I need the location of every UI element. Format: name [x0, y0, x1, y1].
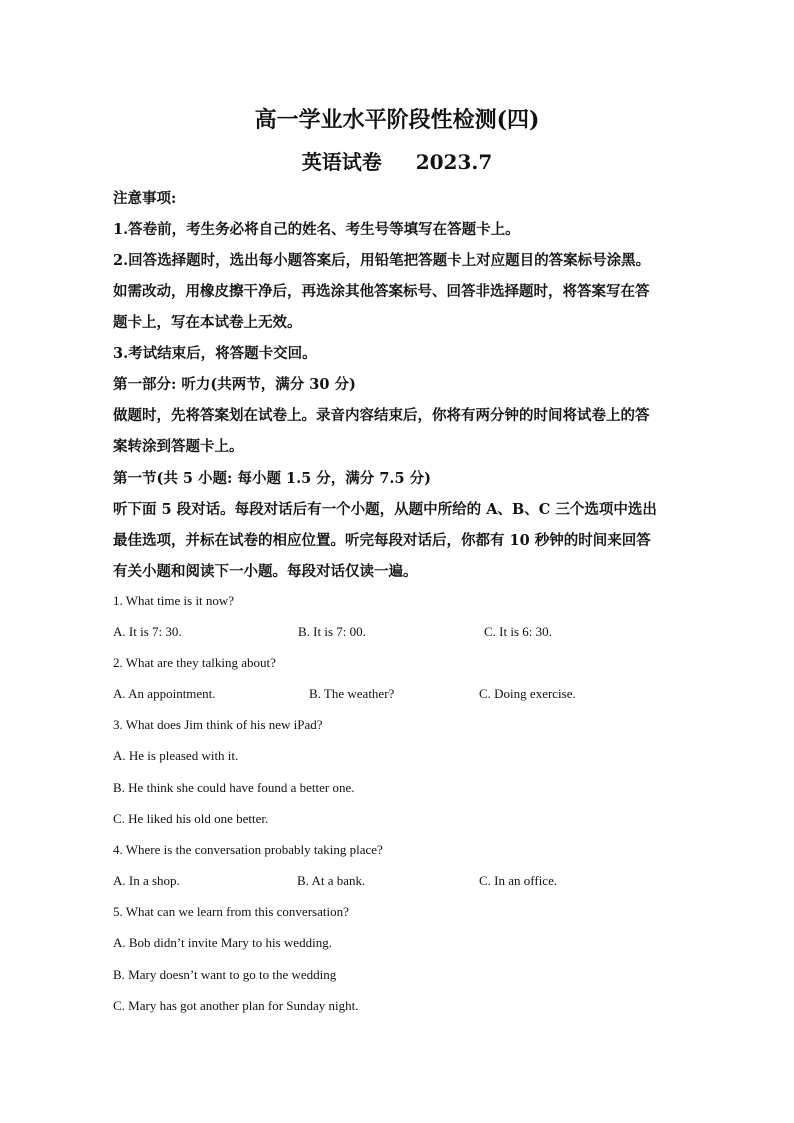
section1-heading: 第一节(共 5 小题: 每小题 1.5 分，满分 7.5 分)	[113, 470, 431, 487]
exam-subtitle	[0, 146, 794, 175]
notice-line: 2.回答选择题时，选出每小题答案后，用铅笔把答题卡上对应题目的答案标号涂黑。	[113, 252, 651, 269]
option-a: A. In a shop.	[113, 873, 180, 888]
notice-line: 如需改动，用橡皮擦干净后，再选涂其他答案标号、回答非选择题时，将答案写在答	[113, 283, 650, 300]
question-text: 1. What time is it now?	[113, 593, 235, 608]
option-c: C. It is 6: 30.	[484, 624, 552, 639]
option-a: A. He is pleased with it.	[113, 748, 239, 763]
option-c: C. In an office.	[479, 873, 558, 888]
option-c: C. Mary has got another plan for Sunday night.	[113, 998, 359, 1013]
option-a: A. It is 7: 30.	[113, 624, 182, 639]
question-text: 3. What does Jim think of his new iPad?	[113, 717, 323, 732]
part1-heading: 第一部分: 听力(共两节，满分 30 分)	[113, 376, 356, 393]
option-c: C. He liked his old one better.	[113, 811, 269, 826]
option-b: B. At a bank.	[297, 873, 366, 888]
notice-line: 3.考试结束后，将答题卡交回。	[113, 345, 317, 362]
option-b: B. Mary doesn’t want to go to the wedding	[113, 967, 337, 982]
question-text: 2. What are they talking about?	[113, 655, 276, 670]
option-b: B. The weather?	[309, 686, 395, 701]
option-b: B. He think she could have found a better one.	[113, 780, 355, 795]
notice-heading: 注意事项:	[113, 190, 177, 207]
section1-line: 听下面 5 段对话。每段对话后有一个小题，从题中所给的 A、B、C 三个选项中选出	[113, 501, 657, 518]
option-b: B. It is 7: 00.	[298, 624, 366, 639]
question-text: 4. Where is the conversation probably taking place?	[113, 842, 383, 857]
option-a: A. Bob didn’t invite Mary to his wedding.	[113, 935, 332, 950]
option-a: A. An appointment.	[113, 686, 216, 701]
section1-line: 最佳选项，并标在试卷的相应位置。听完每段对话后，你都有 10 秒钟的时间来回答	[113, 532, 651, 549]
option-c: C. Doing exercise.	[479, 686, 576, 701]
notice-line: 题卡上，写在本试卷上无效。	[113, 314, 302, 331]
exam-title: 高一学业水平阶段性检测(四)	[254, 107, 540, 133]
notice-line: 1.答卷前，考生务必将自己的姓名、考生号等填写在答题卡上。	[113, 221, 520, 238]
part1-line: 做题时，先将答案划在试卷上。录音内容结束后，你将有两分钟的时间将试卷上的答	[113, 407, 650, 424]
part1-line: 案转涂到答题卡上。	[113, 438, 244, 455]
section1-line: 有关小题和阅读下一小题。每段对话仅读一遍。	[113, 563, 418, 580]
question-text: 5. What can we learn from this conversation?	[113, 904, 349, 919]
exam-date: 2023.7	[415, 150, 493, 174]
subject-label: 英语试卷	[301, 150, 382, 174]
